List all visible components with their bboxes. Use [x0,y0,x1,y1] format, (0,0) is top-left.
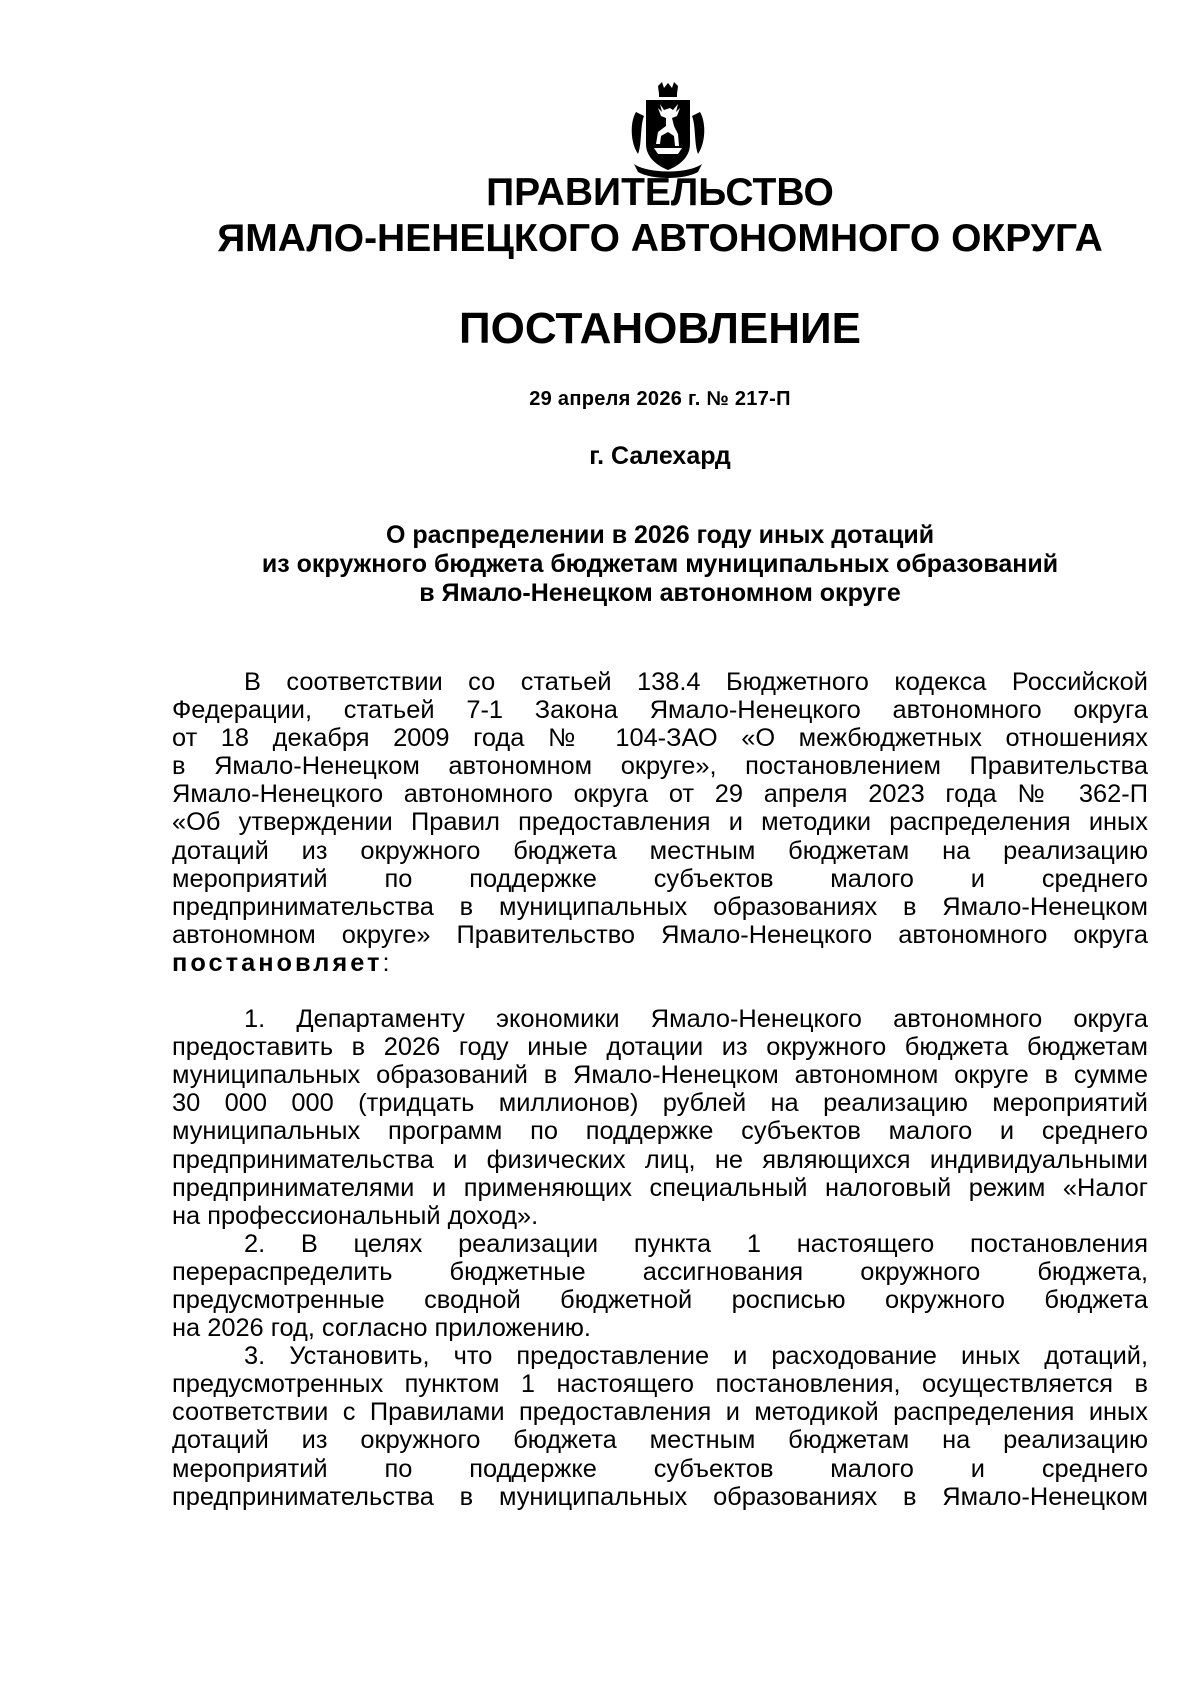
item-1-paragraph [172,1005,1148,1230]
document-type: ПОСТАНОВЛЕНИЕ [458,304,862,353]
government-title-line-2: ЯМАЛО-НЕНЕЦКОГО АВТОНОМНОГО ОКРУГА [217,217,1103,260]
government-title-line-1: ПРАВИТЕЛЬСТВО [486,171,834,214]
item-line: 30 000 000 (тридцать миллионов) рублей на реализацию мероприятий [172,1089,1148,1118]
item-line: предусмотренные сводной бюджетной росписью окружного бюджета [172,1285,1148,1314]
document-body [172,668,1148,1511]
government-title [0,170,1200,262]
item-line: на профессиональный доход». [172,1201,539,1230]
preamble-line: «Об утверждении Правил предоставления и методики распределения иных [172,808,1148,837]
item-line: перераспределить бюджетные ассигнования окружного бюджета, [172,1257,1148,1286]
preamble-line: Федерации, статьей 7-1 Закона Ямало-Ненецкого автономного округа [172,696,1148,725]
item-line: 1. Департаменту экономики Ямало-Ненецкого автономного округа [244,1005,1148,1034]
item-line: на 2026 год, согласно приложению. [172,1314,591,1343]
item-line: дотаций из окружного бюджета местным бюджетам на реализацию [172,1426,1148,1455]
item-line: мероприятий по поддержке субъектов малого и среднего [172,1454,1148,1483]
item-line: муниципальных программ по поддержке субъектов малого и среднего [172,1117,1148,1146]
item-line: предпринимательства и физических лиц, не являющихся индивидуальными [172,1145,1148,1174]
resolves-word: постановляет [172,948,383,977]
paragraph-gap [172,977,1148,1005]
preamble-line: мероприятий по поддержке субъектов малого и среднего [172,864,1148,893]
item-2-paragraph [172,1230,1148,1342]
preamble-line: В соответствии со статьей 138.4 Бюджетного кодекса Российской [244,668,1148,696]
item-line: 3. Установить, что предоставление и расходование иных дотаций, [244,1342,1148,1371]
item-3-paragraph [172,1342,1148,1511]
preamble-line: дотаций из окружного бюджета местным бюджетам на реализацию [172,836,1148,865]
item-line: предпринимательства в муниципальных образованиях в Ямало-Ненецком [172,1482,1148,1511]
item-line: предоставить в 2026 году иные дотации из окружного бюджета бюджетам [172,1033,1148,1062]
item-line: предусмотренных пунктом 1 настоящего постановления, осуществляется в [172,1370,1148,1399]
document-subject [0,521,1200,608]
subject-line-1: О распределении в 2026 году иных дотаций [385,521,935,549]
document-date-number: 29 апреля 2026 г. № 217-П [529,388,791,410]
preamble-line: в Ямало-Ненецком автономном округе», постановлением Правительства [172,752,1148,781]
preamble-line: от 18 декабря 2009 года № 104-ЗАО «О межбюджетных отношениях [172,724,1148,753]
document-place: г. Салехард [589,442,731,470]
subject-line-3: в Ямало-Ненецком автономном округе [419,579,901,607]
item-line: муниципальных образований в Ямало-Ненецком автономном округе в сумме [172,1061,1148,1090]
preamble-line: Ямало-Ненецкого автономного округа от 29 апреля 2023 года № 362-П [172,780,1148,809]
preamble-line: автономном округе» Правительство Ямало-Ненецкого автономного округа [172,920,1148,949]
item-line: соответствии с Правилами предоставления и методикой распределения иных [172,1398,1148,1427]
item-line: предпринимателями и применяющих специальный налоговый режим «Налог [172,1173,1148,1202]
resolves-colon: : [382,948,390,977]
subject-line-2: из окружного бюджета бюджетам муниципальных образований [261,550,1059,578]
yamal-nenets-coat-of-arms-icon [628,82,708,180]
item-line: 2. В целях реализации пункта 1 настоящего постановления [244,1229,1148,1258]
preamble-paragraph [172,668,1148,977]
preamble-line: предпринимательства в муниципальных образованиях в Ямало-Ненецком [172,892,1148,921]
